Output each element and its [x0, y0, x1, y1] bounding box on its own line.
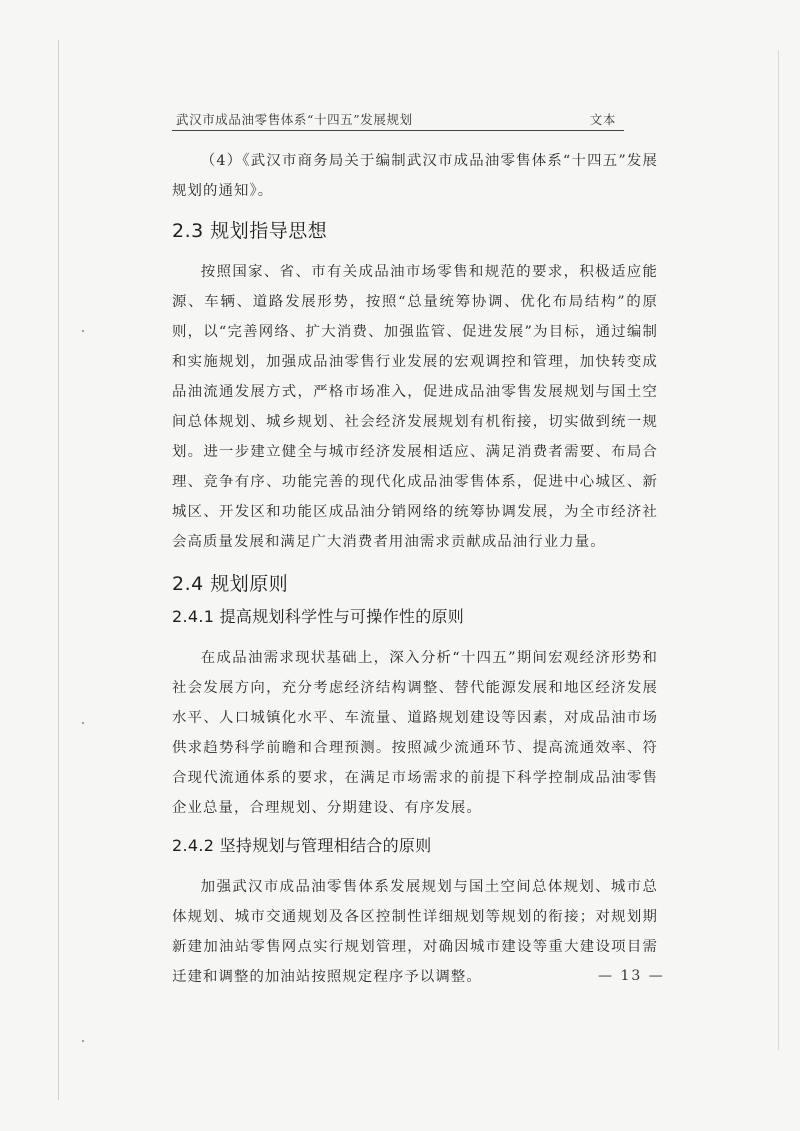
section-body-2-4-2: 加强武汉市成品油零售体系发展规划与国土空间总体规划、城市总体规划、城市交通规划及各区控制性详细规划等规划的衔接；对规划期新建加油站零售网点实行规划管理，对确因城市建设等重大建设项目需迁建和调整的加油站按照规定程序予以调整。	[172, 879, 658, 985]
section-body-2-4-1: 在成品油需求现状基础上，深入分析“十四五”期间宏观经济形势和社会发展方向，充分考虑经济结构调整、替代能源发展和地区经济发展水平、人口城镇化水平、车流量、道路规划建设等因素，对成品油市场供求趋势科学前瞻和合理预测。按照减少流通环节、提高流通效率、符合现代流通体系的要求，在满足市场需求的前提下科学控制成品油零售企业总量，合理规划、分期建设、有序发展。	[172, 650, 658, 816]
scan-speck	[82, 1040, 84, 1042]
section-heading-2-4-1: 2.4.1 提高规划科学性与可操作性的原则	[172, 607, 465, 626]
header-label: 文本	[589, 112, 616, 127]
section-heading-2-3: 2.3 规划指导思想	[172, 220, 328, 242]
section-body-2-3: 按照国家、省、市有关成品油市场零售和规范的要求，积极适应能源、车辆、道路发展形势，按照“总量统筹协调、优化布局结构”的原则，以“完善网络、扩大消费、加强监管、促进发展”为目标，通过编制和实施规划，加强成品油零售行业发展的宏观调控和管理，加快转变成品油流通发展方式，严格市场准入，促进成品油零售发展规划与国土空间总体规划、城乡规划、社会经济发展规划有机衔接，切实做到统一规划。进一步建立健全与城市经济发展相适应、满足消费者需要、布局合理、竞争有序、功能完善的现代化成品油零售体系，促进中心城区、新城区、开发区和功能区成品油分销网络的统筹协调发展，为全市经济社会高质量发展和满足广大消费者用油需求贡献成品油行业力量。	[172, 264, 658, 550]
section-heading-2-4: 2.4 规划原则	[172, 573, 289, 595]
main-content	[172, 140, 658, 992]
scan-edge-left	[58, 40, 59, 1100]
header-title: 武汉市成品油零售体系“十四五”发展规划	[176, 112, 413, 127]
running-header	[172, 106, 624, 131]
reference-item: （4）《武汉市商务局关于编制武汉市成品油零售体系“十四五”发展规划的通知》。	[172, 153, 658, 199]
scan-speck	[82, 330, 84, 332]
section-heading-2-4-2: 2.4.2 坚持规划与管理相结合的原则	[172, 836, 432, 855]
scan-speck	[82, 722, 84, 724]
scan-edge-right	[778, 50, 779, 1050]
page-number: — 13 —	[598, 968, 665, 984]
